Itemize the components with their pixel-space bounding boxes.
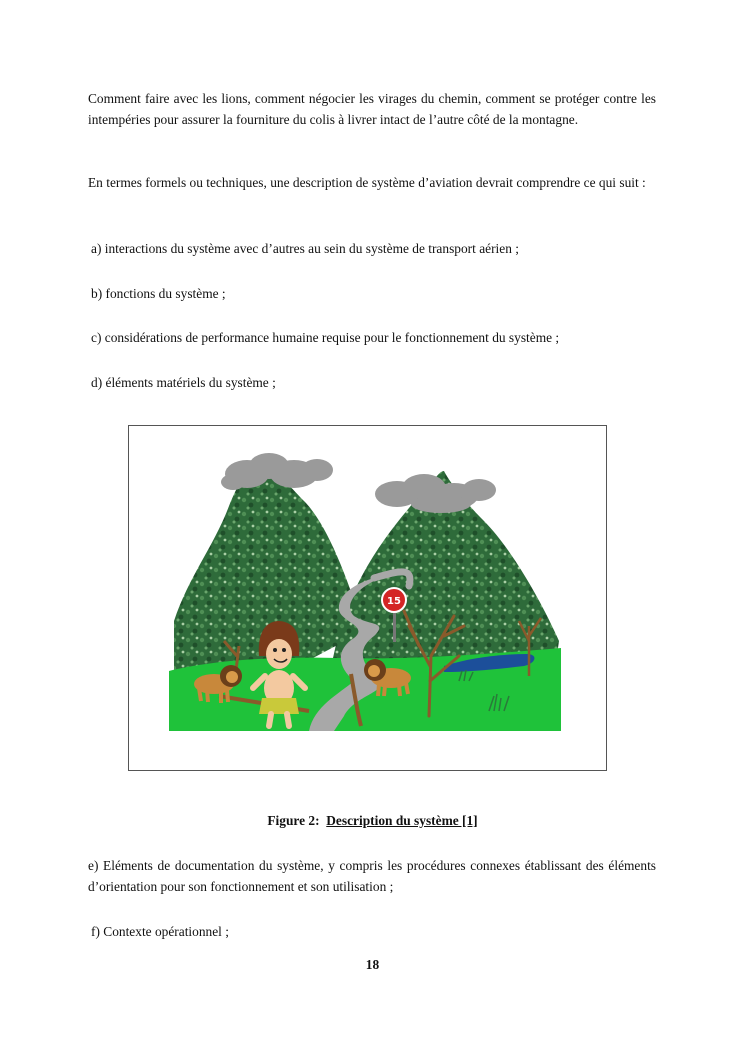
paragraph-formal: En termes formels ou techniques, une description de système d’aviation devrait comprendre ce qui suit : xyxy=(88,175,646,190)
list-item-a: a) interactions du système avec d’autres au sein du système de transport aérien ; xyxy=(91,241,519,256)
mountain-scene-illustration xyxy=(129,426,606,770)
figure-caption xyxy=(0,813,745,829)
list-item-f: f) Contexte opérationnel ; xyxy=(91,924,229,939)
figure-caption-title: Description du système [1] xyxy=(326,813,478,828)
list-item-e: e) Eléments de documentation du système, y compris les procédures connexes établissant des éléments d’orientation pour son fonctionnement et son utilisation ; xyxy=(88,858,656,894)
paragraph-intro: Comment faire avec les lions, comment négocier les virages du chemin, comment se protéger contre les intempéries pour assurer la fourniture du colis à livrer intact de l’autre côté de la montagne. xyxy=(88,91,656,127)
page-number: 18 xyxy=(365,957,380,972)
figure-caption-label: Figure 2: xyxy=(267,813,320,828)
list-item-c: c) considérations de performance humaine requise pour le fonctionnement du système ; xyxy=(91,330,560,345)
cloud-right xyxy=(375,474,496,513)
speed-sign-text: 15 xyxy=(387,596,401,607)
figure-illustration xyxy=(128,425,607,771)
sign-post xyxy=(393,612,396,642)
list-item-b: b) fonctions du système ; xyxy=(91,286,226,301)
list-item-d: d) éléments matériels du système ; xyxy=(91,375,276,390)
